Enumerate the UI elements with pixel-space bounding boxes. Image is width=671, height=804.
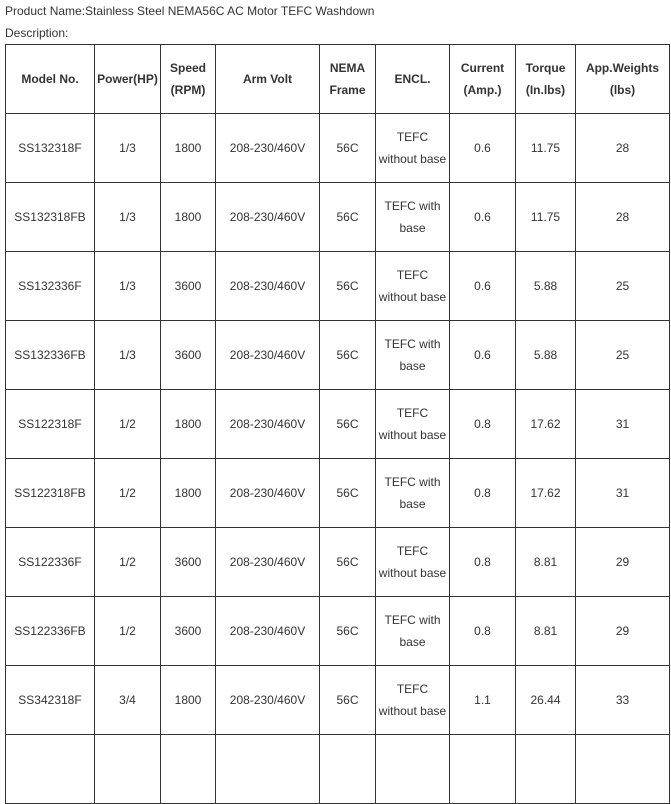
power-cell: 1/3 [95,114,161,183]
table-row [6,459,670,528]
current-cell: 1.1 [450,666,516,735]
table-row [6,252,670,321]
table-row [6,114,670,183]
power-cell: 1/2 [95,597,161,666]
encl-line: without base [378,704,447,718]
encl-cell [376,252,450,321]
header-speed [161,45,216,114]
encl-line: TEFC with [384,475,441,489]
model-cell: SS132336F [6,252,95,321]
arm-volt-cell: 208-230/460V [216,597,320,666]
torque-cell: 17.62 [516,390,576,459]
model-cell: SS122336F [6,528,95,597]
header-label: Speed [169,61,206,75]
encl-line: base [399,221,426,235]
arm-volt-cell: 208-230/460V [216,321,320,390]
power-cell: 3/4 [95,666,161,735]
speed-cell [161,735,216,804]
encl-line: TEFC with [384,199,441,213]
header-label: Torque [525,61,566,75]
weight-cell: 25 [576,252,670,321]
nema-frame-cell: 56C [320,252,376,321]
model-cell: SS132318FB [6,183,95,252]
speed-cell: 3600 [161,252,216,321]
motor-spec-table [5,44,670,804]
speed-cell: 1800 [161,459,216,528]
encl-line: TEFC [396,130,429,144]
current-cell: 0.8 [450,390,516,459]
weight-cell: 25 [576,321,670,390]
encl-cell [376,735,450,804]
encl-line: TEFC [396,406,429,420]
weight-cell: 31 [576,459,670,528]
table-header-row [6,45,670,114]
header-label: App.Weights [585,61,660,75]
table-row [6,666,670,735]
weight-cell: 28 [576,183,670,252]
current-cell [450,735,516,804]
encl-line: base [399,497,426,511]
encl-line: without base [378,566,447,580]
header-model [6,45,95,114]
weight-cell: 28 [576,114,670,183]
arm-volt-cell: 208-230/460V [216,666,320,735]
torque-cell: 5.88 [516,252,576,321]
power-cell: 1/2 [95,459,161,528]
power-cell: 1/3 [95,252,161,321]
torque-cell: 11.75 [516,114,576,183]
header-power [95,45,161,114]
encl-cell [376,321,450,390]
torque-cell: 8.81 [516,528,576,597]
encl-line: base [399,359,426,373]
encl-line: base [399,635,426,649]
nema-frame-cell: 56C [320,390,376,459]
weight-cell: 33 [576,666,670,735]
current-cell: 0.6 [450,321,516,390]
header-nema-frame [320,45,376,114]
power-cell [95,735,161,804]
speed-cell: 1800 [161,390,216,459]
power-cell: 1/2 [95,390,161,459]
nema-frame-cell: 56C [320,459,376,528]
header-arm-volt [216,45,320,114]
table-row [6,597,670,666]
table-row [6,321,670,390]
encl-line: TEFC with [384,613,441,627]
encl-line: TEFC [396,544,429,558]
header-weight [576,45,670,114]
header-label: (RPM) [170,83,206,97]
product-name-line: Product Name:Stainless Steel NEMA56C AC Motor TEFC Washdown [5,4,375,18]
weight-cell [576,735,670,804]
current-cell: 0.6 [450,183,516,252]
weight-cell: 31 [576,390,670,459]
header-label: Arm Volt [242,72,293,86]
encl-cell [376,183,450,252]
torque-cell: 17.62 [516,459,576,528]
header-label: Model No. [21,72,79,86]
speed-cell: 1800 [161,183,216,252]
torque-cell [516,735,576,804]
encl-cell [376,390,450,459]
torque-cell: 5.88 [516,321,576,390]
header-label: Frame [329,83,366,97]
nema-frame-cell: 56C [320,666,376,735]
model-cell: SS342318F [6,666,95,735]
table-row [6,390,670,459]
table-body [6,114,670,804]
header-label: (lbs) [609,83,636,97]
power-cell: 1/3 [95,321,161,390]
power-cell: 1/2 [95,528,161,597]
header-current [450,45,516,114]
encl-line: TEFC with [384,337,441,351]
model-cell: SS132336FB [6,321,95,390]
arm-volt-cell: 208-230/460V [216,183,320,252]
encl-cell [376,114,450,183]
arm-volt-cell [216,735,320,804]
torque-cell: 11.75 [516,183,576,252]
nema-frame-cell: 56C [320,528,376,597]
encl-cell [376,597,450,666]
speed-cell: 3600 [161,321,216,390]
nema-frame-cell [320,735,376,804]
nema-frame-cell: 56C [320,597,376,666]
power-cell: 1/3 [95,183,161,252]
header-encl [376,45,450,114]
encl-line: TEFC [396,268,429,282]
encl-cell [376,528,450,597]
arm-volt-cell: 208-230/460V [216,528,320,597]
nema-frame-cell: 56C [320,183,376,252]
current-cell: 0.6 [450,252,516,321]
current-cell: 0.8 [450,528,516,597]
torque-cell: 8.81 [516,597,576,666]
table-row [6,735,670,804]
encl-cell [376,459,450,528]
arm-volt-cell: 208-230/460V [216,459,320,528]
speed-cell: 1800 [161,114,216,183]
nema-frame-cell: 56C [320,114,376,183]
encl-line: without base [378,290,447,304]
model-cell: SS122336FB [6,597,95,666]
speed-cell: 3600 [161,597,216,666]
nema-frame-cell: 56C [320,321,376,390]
header-label: ENCL. [394,72,431,86]
torque-cell: 26.44 [516,666,576,735]
header-label: (In.lbs) [525,83,566,97]
header-label: Current [460,61,505,75]
header-label: NEMA [329,61,366,75]
model-cell [6,735,95,804]
encl-line: without base [378,152,447,166]
weight-cell: 29 [576,597,670,666]
current-cell: 0.6 [450,114,516,183]
encl-line: without base [378,428,447,442]
arm-volt-cell: 208-230/460V [216,390,320,459]
arm-volt-cell: 208-230/460V [216,114,320,183]
description-label: Description: [5,26,69,40]
header-label: (Amp.) [463,83,502,97]
table-row [6,183,670,252]
model-cell: SS122318F [6,390,95,459]
header-label: Power(HP) [97,72,158,86]
model-cell: SS132318F [6,114,95,183]
encl-cell [376,666,450,735]
weight-cell: 29 [576,528,670,597]
model-cell: SS122318FB [6,459,95,528]
encl-line: TEFC [396,682,429,696]
header-torque [516,45,576,114]
arm-volt-cell: 208-230/460V [216,252,320,321]
current-cell: 0.8 [450,597,516,666]
table-row [6,528,670,597]
speed-cell: 1800 [161,666,216,735]
current-cell: 0.8 [450,459,516,528]
speed-cell: 3600 [161,528,216,597]
